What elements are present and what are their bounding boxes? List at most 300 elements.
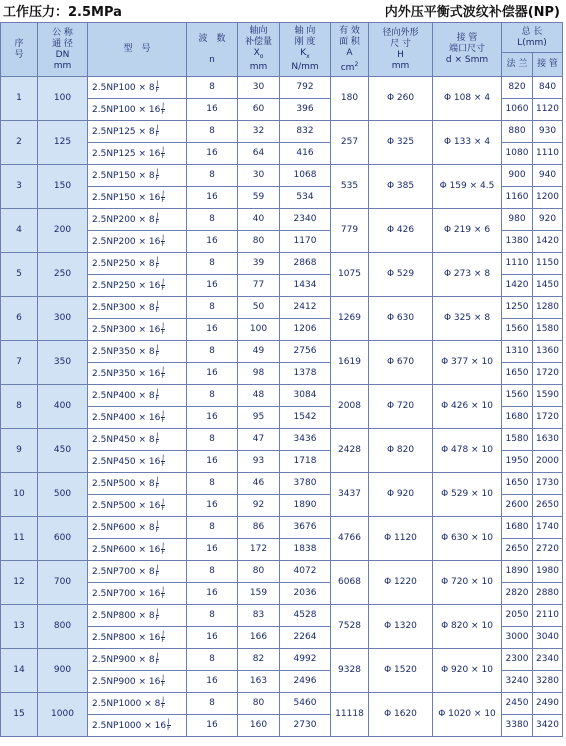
waves-cell: 16 bbox=[187, 715, 238, 737]
axial-stiff-cell: 2264 bbox=[280, 627, 331, 649]
jf-bottom: F bbox=[155, 175, 160, 182]
header-axial-stiff bbox=[280, 23, 331, 77]
area-cell: 9328 bbox=[331, 649, 369, 693]
header-outer-line1: 径向外形 bbox=[382, 27, 419, 38]
model-cell bbox=[88, 209, 187, 231]
waves-cell: 16 bbox=[187, 539, 238, 561]
header-nozzle bbox=[433, 23, 502, 77]
seq-cell: 1 bbox=[1, 77, 38, 121]
axial-stiff-cell: 3436 bbox=[280, 429, 331, 451]
outer-cell: Φ 385 bbox=[369, 165, 433, 209]
model-text: 2.5NP300 × 16 bbox=[92, 325, 161, 335]
header-outer-line2: 尺 寸 bbox=[390, 38, 411, 49]
jf-bottom: F bbox=[161, 505, 165, 512]
model-text: 2.5NP900 × 8 bbox=[92, 655, 155, 665]
table-row bbox=[1, 605, 563, 627]
axial-stiff-cell: 2496 bbox=[280, 671, 331, 693]
waves-cell: 16 bbox=[187, 99, 238, 121]
waves-cell: 16 bbox=[187, 187, 238, 209]
outer-cell: Φ 426 bbox=[369, 209, 433, 253]
axial-comp-cell: 163 bbox=[238, 671, 280, 693]
flange-length-cell: 2050 bbox=[502, 605, 533, 627]
header-waves-line2: n bbox=[209, 54, 215, 65]
nozzle-cell: Φ 920 × 10 bbox=[433, 649, 502, 693]
jf-bottom: F bbox=[155, 439, 160, 446]
jf-bottom: F bbox=[161, 703, 165, 710]
seq-cell: 10 bbox=[1, 473, 38, 517]
jf-fraction bbox=[161, 543, 164, 556]
jf-fraction bbox=[156, 433, 159, 446]
dn-cell: 300 bbox=[38, 297, 88, 341]
seq-cell: 3 bbox=[1, 165, 38, 209]
model-cell bbox=[88, 561, 187, 583]
waves-cell: 8 bbox=[187, 297, 238, 319]
pipe-length-cell: 3420 bbox=[533, 715, 563, 737]
dn-cell: 125 bbox=[38, 121, 88, 165]
waves-cell: 8 bbox=[187, 341, 238, 363]
model-cell bbox=[88, 253, 187, 275]
jf-fraction bbox=[161, 675, 164, 688]
jf-top: J bbox=[156, 432, 159, 439]
jf-top: J bbox=[156, 212, 159, 219]
model-text: 2.5NP700 × 16 bbox=[92, 589, 161, 599]
axial-stiff-cell: 1378 bbox=[280, 363, 331, 385]
axial-stiff-cell: 3676 bbox=[280, 517, 331, 539]
nozzle-cell: Φ 1020 × 10 bbox=[433, 693, 502, 737]
axial-stiff-cell: 1542 bbox=[280, 407, 331, 429]
model-text: 2.5NP600 × 16 bbox=[92, 545, 161, 555]
header-seq-line2: 号 bbox=[14, 49, 24, 60]
seq-cell: 8 bbox=[1, 385, 38, 429]
seq-cell: 6 bbox=[1, 297, 38, 341]
jf-fraction bbox=[161, 235, 164, 248]
jf-top: J bbox=[162, 146, 164, 153]
jf-top: J bbox=[162, 234, 164, 241]
flange-length-cell: 2820 bbox=[502, 583, 533, 605]
header-pipe: 接 管 bbox=[533, 53, 563, 77]
table-row bbox=[1, 693, 563, 715]
header-axial-comp-line3: $X_o$ bbox=[253, 48, 264, 60]
axial-comp-cell: 172 bbox=[238, 539, 280, 561]
dn-cell: 350 bbox=[38, 341, 88, 385]
jf-top: J bbox=[156, 520, 159, 527]
jf-bottom: F bbox=[161, 637, 165, 644]
area-cell: 535 bbox=[331, 165, 369, 209]
header-axial-stiff-symbol: K bbox=[300, 48, 307, 59]
model-text: 2.5NP200 × 8 bbox=[92, 215, 155, 225]
jf-fraction bbox=[161, 191, 164, 204]
table-row bbox=[1, 121, 563, 143]
jf-fraction bbox=[161, 411, 164, 424]
outer-cell: Φ 1120 bbox=[369, 517, 433, 561]
area-cell: 11118 bbox=[331, 693, 369, 737]
spec-table bbox=[0, 22, 563, 737]
nozzle-cell: Φ 820 × 10 bbox=[433, 605, 502, 649]
waves-cell: 8 bbox=[187, 165, 238, 187]
axial-stiff-cell: 1206 bbox=[280, 319, 331, 341]
nozzle-cell: Φ 478 × 10 bbox=[433, 429, 502, 473]
model-cell bbox=[88, 605, 187, 627]
model-cell bbox=[88, 429, 187, 451]
dn-cell: 800 bbox=[38, 605, 88, 649]
header-axial-stiff-line4: N/mm bbox=[291, 61, 319, 72]
outer-cell: Φ 1320 bbox=[369, 605, 433, 649]
area-cell: 2428 bbox=[331, 429, 369, 473]
model-text: 2.5NP700 × 8 bbox=[92, 567, 155, 577]
seq-cell: 15 bbox=[1, 693, 38, 737]
waves-cell: 16 bbox=[187, 319, 238, 341]
flange-length-cell: 1310 bbox=[502, 341, 533, 363]
flange-length-cell: 1060 bbox=[502, 99, 533, 121]
header-area-line4: $cm^2$ bbox=[340, 60, 359, 73]
outer-cell: Φ 1220 bbox=[369, 561, 433, 605]
flange-length-cell: 1560 bbox=[502, 385, 533, 407]
model-cell bbox=[88, 297, 187, 319]
model-cell bbox=[88, 187, 187, 209]
outer-cell: Φ 325 bbox=[369, 121, 433, 165]
dn-cell: 450 bbox=[38, 429, 88, 473]
model-text: 2.5NP900 × 16 bbox=[92, 677, 161, 687]
jf-fraction bbox=[161, 587, 164, 600]
pipe-length-cell: 1630 bbox=[533, 429, 563, 451]
model-cell bbox=[88, 99, 187, 121]
axial-comp-cell: 30 bbox=[238, 165, 280, 187]
model-cell bbox=[88, 715, 187, 737]
model-text: 2.5NP1000 × 8 bbox=[92, 699, 161, 709]
model-text: 2.5NP100 × 16 bbox=[92, 105, 161, 115]
area-cell: 180 bbox=[331, 77, 369, 121]
pipe-length-cell: 1980 bbox=[533, 561, 563, 583]
outer-cell: Φ 820 bbox=[369, 429, 433, 473]
header-area-line3: A bbox=[346, 47, 353, 58]
jf-top: J bbox=[162, 674, 164, 681]
model-text: 2.5NP100 × 8 bbox=[92, 83, 155, 93]
header-outer bbox=[369, 23, 433, 77]
header-dn-line1: 公 称 bbox=[52, 27, 73, 38]
header-waves-line1: 波 数 bbox=[198, 33, 226, 44]
axial-comp-cell: 166 bbox=[238, 627, 280, 649]
axial-stiff-cell: 3780 bbox=[280, 473, 331, 495]
waves-cell: 8 bbox=[187, 561, 238, 583]
seq-cell: 2 bbox=[1, 121, 38, 165]
axial-comp-cell: 83 bbox=[238, 605, 280, 627]
jf-bottom: F bbox=[155, 131, 160, 138]
table-row bbox=[1, 517, 563, 539]
nozzle-cell: Φ 219 × 6 bbox=[433, 209, 502, 253]
table-row bbox=[1, 429, 563, 451]
jf-bottom: F bbox=[161, 681, 165, 688]
flange-length-cell: 1160 bbox=[502, 187, 533, 209]
header-outer-line4: mm bbox=[391, 60, 410, 71]
jf-fraction bbox=[156, 125, 159, 138]
dn-cell: 200 bbox=[38, 209, 88, 253]
pipe-length-cell: 1150 bbox=[533, 253, 563, 275]
flange-length-cell: 1650 bbox=[502, 363, 533, 385]
header-dn bbox=[38, 23, 88, 77]
seq-cell: 9 bbox=[1, 429, 38, 473]
jf-bottom: F bbox=[161, 109, 165, 116]
axial-comp-cell: 86 bbox=[238, 517, 280, 539]
outer-cell: Φ 1520 bbox=[369, 649, 433, 693]
waves-cell: 8 bbox=[187, 429, 238, 451]
flange-length-cell: 2450 bbox=[502, 693, 533, 715]
model-text: 2.5NP800 × 8 bbox=[92, 611, 155, 621]
jf-top: J bbox=[162, 102, 164, 109]
jf-top: J bbox=[162, 630, 164, 637]
nozzle-cell: Φ 159 × 4.5 bbox=[433, 165, 502, 209]
waves-cell: 8 bbox=[187, 77, 238, 99]
model-text: 2.5NP400 × 16 bbox=[92, 413, 161, 423]
model-cell bbox=[88, 495, 187, 517]
model-cell bbox=[88, 539, 187, 561]
jf-bottom: F bbox=[161, 461, 165, 468]
axial-comp-cell: 60 bbox=[238, 99, 280, 121]
pipe-length-cell: 840 bbox=[533, 77, 563, 99]
jf-bottom: F bbox=[161, 373, 165, 380]
pipe-length-cell: 1450 bbox=[533, 275, 563, 297]
model-text: 2.5NP150 × 16 bbox=[92, 193, 161, 203]
model-cell bbox=[88, 77, 187, 99]
axial-stiff-cell: 5460 bbox=[280, 693, 331, 715]
flange-length-cell: 1380 bbox=[502, 231, 533, 253]
axial-comp-cell: 159 bbox=[238, 583, 280, 605]
table-row bbox=[1, 385, 563, 407]
flange-length-cell: 1080 bbox=[502, 143, 533, 165]
flange-length-cell: 3240 bbox=[502, 671, 533, 693]
model-cell bbox=[88, 341, 187, 363]
model-text: 2.5NP250 × 8 bbox=[92, 259, 155, 269]
waves-cell: 8 bbox=[187, 385, 238, 407]
flange-length-cell: 1110 bbox=[502, 253, 533, 275]
model-cell bbox=[88, 319, 187, 341]
pipe-length-cell: 1420 bbox=[533, 231, 563, 253]
area-cell: 2008 bbox=[331, 385, 369, 429]
seq-cell: 7 bbox=[1, 341, 38, 385]
pipe-length-cell: 1740 bbox=[533, 517, 563, 539]
jf-bottom: F bbox=[155, 263, 160, 270]
jf-bottom: F bbox=[167, 725, 171, 732]
area-cell: 1619 bbox=[331, 341, 369, 385]
waves-cell: 8 bbox=[187, 517, 238, 539]
jf-top: J bbox=[156, 476, 159, 483]
area-cell: 4766 bbox=[331, 517, 369, 561]
waves-cell: 8 bbox=[187, 253, 238, 275]
header-area bbox=[331, 23, 369, 77]
model-text: 2.5NP150 × 8 bbox=[92, 171, 155, 181]
jf-top: J bbox=[162, 542, 164, 549]
flange-length-cell: 1420 bbox=[502, 275, 533, 297]
table-row bbox=[1, 649, 563, 671]
jf-bottom: F bbox=[155, 219, 160, 226]
waves-cell: 8 bbox=[187, 121, 238, 143]
waves-cell: 16 bbox=[187, 143, 238, 165]
dn-cell: 100 bbox=[38, 77, 88, 121]
axial-stiff-cell: 2412 bbox=[280, 297, 331, 319]
pipe-length-cell: 2340 bbox=[533, 649, 563, 671]
model-text: 2.5NP450 × 16 bbox=[92, 457, 161, 467]
area-cell: 6068 bbox=[331, 561, 369, 605]
dn-cell: 500 bbox=[38, 473, 88, 517]
outer-cell: Φ 630 bbox=[369, 297, 433, 341]
axial-comp-cell: 50 bbox=[238, 297, 280, 319]
axial-stiff-cell: 2036 bbox=[280, 583, 331, 605]
axial-stiff-cell: 792 bbox=[280, 77, 331, 99]
seq-cell: 4 bbox=[1, 209, 38, 253]
jf-fraction bbox=[156, 653, 159, 666]
waves-cell: 8 bbox=[187, 209, 238, 231]
model-text: 2.5NP125 × 16 bbox=[92, 149, 161, 159]
product-title: 内外压平衡式波纹补偿器(NP) bbox=[384, 5, 560, 20]
dn-cell: 900 bbox=[38, 649, 88, 693]
jf-top: J bbox=[162, 278, 164, 285]
header-dn-line3: DN bbox=[55, 49, 70, 60]
pipe-length-cell: 1280 bbox=[533, 297, 563, 319]
header-axial-comp bbox=[238, 23, 280, 77]
jf-bottom: F bbox=[155, 351, 160, 358]
flange-length-cell: 2650 bbox=[502, 539, 533, 561]
axial-comp-cell: 82 bbox=[238, 649, 280, 671]
jf-fraction bbox=[161, 323, 164, 336]
jf-fraction bbox=[156, 213, 159, 226]
pipe-length-cell: 2720 bbox=[533, 539, 563, 561]
model-cell bbox=[88, 275, 187, 297]
jf-fraction bbox=[156, 257, 159, 270]
model-cell bbox=[88, 671, 187, 693]
axial-stiff-cell: 4528 bbox=[280, 605, 331, 627]
jf-fraction bbox=[156, 169, 159, 182]
outer-cell: Φ 670 bbox=[369, 341, 433, 385]
jf-bottom: F bbox=[161, 197, 165, 204]
jf-bottom: F bbox=[155, 307, 160, 314]
jf-bottom: F bbox=[161, 241, 165, 248]
flange-length-cell: 1680 bbox=[502, 407, 533, 429]
axial-stiff-cell: 2340 bbox=[280, 209, 331, 231]
axial-comp-cell: 95 bbox=[238, 407, 280, 429]
table-body bbox=[1, 77, 563, 737]
header-dn-line2: 通 径 bbox=[52, 38, 73, 49]
flange-length-cell: 1580 bbox=[502, 429, 533, 451]
waves-cell: 8 bbox=[187, 649, 238, 671]
model-text: 2.5NP350 × 8 bbox=[92, 347, 155, 357]
jf-fraction bbox=[167, 719, 170, 732]
pipe-length-cell: 1720 bbox=[533, 407, 563, 429]
waves-cell: 16 bbox=[187, 363, 238, 385]
axial-comp-cell: 47 bbox=[238, 429, 280, 451]
dn-cell: 150 bbox=[38, 165, 88, 209]
jf-top: J bbox=[162, 410, 164, 417]
axial-comp-cell: 49 bbox=[238, 341, 280, 363]
model-cell bbox=[88, 385, 187, 407]
waves-cell: 16 bbox=[187, 231, 238, 253]
pipe-length-cell: 2000 bbox=[533, 451, 563, 473]
outer-cell: Φ 920 bbox=[369, 473, 433, 517]
axial-stiff-cell: 534 bbox=[280, 187, 331, 209]
area-cell: 1269 bbox=[331, 297, 369, 341]
pipe-length-cell: 2880 bbox=[533, 583, 563, 605]
jf-top: J bbox=[156, 300, 159, 307]
table-row bbox=[1, 341, 563, 363]
jf-bottom: F bbox=[155, 615, 160, 622]
jf-top: J bbox=[162, 190, 164, 197]
model-text: 2.5NP500 × 8 bbox=[92, 479, 155, 489]
area-cell: 1075 bbox=[331, 253, 369, 297]
jf-bottom: F bbox=[155, 395, 160, 402]
seq-cell: 5 bbox=[1, 253, 38, 297]
model-cell bbox=[88, 121, 187, 143]
waves-cell: 16 bbox=[187, 671, 238, 693]
header-length bbox=[502, 23, 563, 53]
axial-comp-cell: 98 bbox=[238, 363, 280, 385]
jf-fraction bbox=[161, 147, 164, 160]
dn-cell: 1000 bbox=[38, 693, 88, 737]
jf-fraction bbox=[156, 565, 159, 578]
nozzle-cell: Φ 630 × 10 bbox=[433, 517, 502, 561]
jf-top: J bbox=[156, 388, 159, 395]
pipe-length-cell: 2110 bbox=[533, 605, 563, 627]
jf-fraction bbox=[156, 477, 159, 490]
model-text: 2.5NP200 × 16 bbox=[92, 237, 161, 247]
header-seq-line1: 序 bbox=[14, 38, 24, 49]
jf-bottom: F bbox=[161, 417, 165, 424]
flange-length-cell: 820 bbox=[502, 77, 533, 99]
axial-stiff-cell: 396 bbox=[280, 99, 331, 121]
pipe-length-cell: 940 bbox=[533, 165, 563, 187]
jf-bottom: F bbox=[155, 483, 160, 490]
flange-length-cell: 1950 bbox=[502, 451, 533, 473]
flange-length-cell: 1680 bbox=[502, 517, 533, 539]
waves-cell: 16 bbox=[187, 495, 238, 517]
nozzle-cell: Φ 529 × 10 bbox=[433, 473, 502, 517]
axial-comp-cell: 92 bbox=[238, 495, 280, 517]
pipe-length-cell: 1720 bbox=[533, 363, 563, 385]
pipe-length-cell: 3280 bbox=[533, 671, 563, 693]
seq-cell: 13 bbox=[1, 605, 38, 649]
jf-top: J bbox=[156, 344, 159, 351]
waves-cell: 8 bbox=[187, 473, 238, 495]
jf-fraction bbox=[156, 301, 159, 314]
axial-comp-cell: 46 bbox=[238, 473, 280, 495]
table-row bbox=[1, 253, 563, 275]
axial-stiff-cell: 416 bbox=[280, 143, 331, 165]
header-axial-stiff-line2: 刚 度 bbox=[294, 37, 316, 48]
nozzle-cell: Φ 273 × 8 bbox=[433, 253, 502, 297]
flange-length-cell: 1650 bbox=[502, 473, 533, 495]
flange-length-cell: 1560 bbox=[502, 319, 533, 341]
flange-length-cell: 880 bbox=[502, 121, 533, 143]
pipe-length-cell: 930 bbox=[533, 121, 563, 143]
flange-length-cell: 2300 bbox=[502, 649, 533, 671]
model-cell bbox=[88, 473, 187, 495]
jf-top: J bbox=[162, 586, 164, 593]
model-cell bbox=[88, 451, 187, 473]
jf-fraction bbox=[161, 697, 164, 710]
jf-fraction bbox=[156, 609, 159, 622]
flange-length-cell: 3000 bbox=[502, 627, 533, 649]
header-nozzle-line2: 端口尺寸 bbox=[448, 44, 485, 54]
axial-stiff-cell: 1434 bbox=[280, 275, 331, 297]
model-cell bbox=[88, 649, 187, 671]
dn-cell: 600 bbox=[38, 517, 88, 561]
nozzle-cell: Φ 108 × 4 bbox=[433, 77, 502, 121]
table-row bbox=[1, 297, 563, 319]
jf-fraction bbox=[156, 521, 159, 534]
seq-cell: 14 bbox=[1, 649, 38, 693]
model-cell bbox=[88, 231, 187, 253]
model-text: 2.5NP125 × 8 bbox=[92, 127, 155, 137]
waves-cell: 16 bbox=[187, 407, 238, 429]
header-axial-comp-line4: mm bbox=[249, 61, 268, 72]
flange-length-cell: 3380 bbox=[502, 715, 533, 737]
